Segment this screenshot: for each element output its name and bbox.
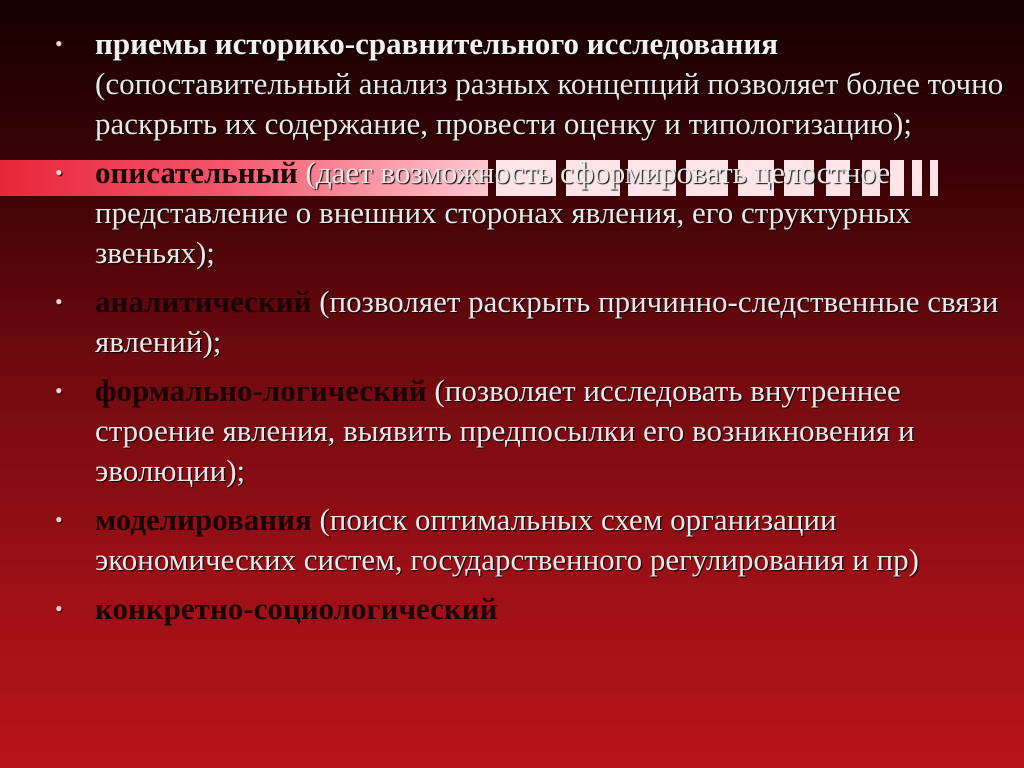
bullet-term: аналитический: [95, 284, 312, 319]
bullet-item-concrete-sociological: [0, 589, 1024, 629]
slide-bullet-list: [0, 24, 1024, 638]
bullet-icon: •: [55, 160, 63, 185]
bullet-icon: •: [55, 31, 63, 56]
bullet-term: описательный: [95, 155, 298, 190]
bullet-item-descriptive: [0, 153, 1024, 273]
bullet-item-formal-logical: [0, 371, 1024, 491]
bullet-term: приемы историко-сравнительного исследования: [95, 26, 779, 61]
bullet-icon: •: [55, 378, 63, 403]
bullet-description: (дает возможность сформировать целостное представление о внешних сторонах явления, его структурных звеньях);: [95, 155, 911, 270]
bullet-item-modeling: [0, 500, 1024, 580]
bullet-description: (позволяет раскрыть причинно-следственные связи явлений);: [95, 284, 999, 359]
bullet-icon: •: [55, 289, 63, 314]
bullet-description: (поиск оптимальных схем организации экономических систем, государственного регулирования и пр): [95, 502, 919, 577]
bullet-term: формально-логический: [95, 373, 427, 408]
bullet-description: (сопоставительный анализ разных концепций позволяет более точно раскрыть их содержание, провести оценку и типологизацию);: [95, 66, 1004, 141]
bullet-icon: •: [55, 596, 63, 621]
bullet-description: (позволяет исследовать внутреннее строение явления, выявить предпосылки его возникновения и эволюции);: [95, 373, 915, 488]
bullet-icon: •: [55, 507, 63, 532]
bullet-item-analytical: [0, 282, 1024, 362]
bullet-item-historical-comparative: [0, 24, 1024, 144]
bullet-term: конкретно-социологический: [95, 591, 498, 626]
bullet-term: моделирования: [95, 502, 312, 537]
